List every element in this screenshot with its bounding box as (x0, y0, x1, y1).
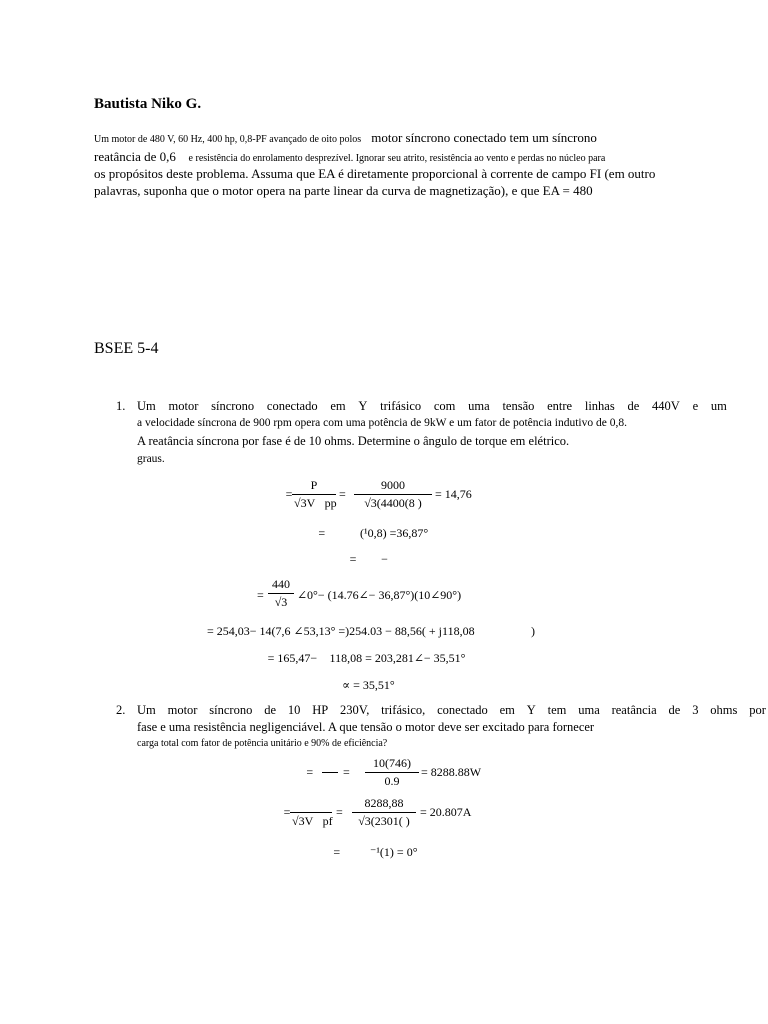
problem-2-line-1-word: ohms (710, 703, 738, 717)
p1-eq1-num2: 9000 (381, 478, 405, 492)
problem-2-line-1-word: 3 (692, 703, 699, 717)
problem-1-line-1-word: conectado (266, 399, 318, 413)
p2-eq1-lhs:   = (294, 765, 314, 779)
p1-eq1-fraction (292, 478, 336, 511)
p2-eq2-num:   (306, 796, 316, 810)
p2-eq2-equals: = (336, 805, 343, 819)
p1-eq2-rhs: (¹0,8) =36,87° (360, 526, 429, 540)
problem-1-line-1-word: um (710, 399, 727, 413)
problem-2-line-1-word: trifásico, (381, 703, 426, 717)
problem-1-line-1-word: síncrono (211, 399, 255, 413)
intro-line-2a: reatância de 0,6  (94, 149, 187, 164)
p2-eq2-num2: 8288,88 (364, 796, 404, 810)
p1-eq1-den2: √3(4400(8 ) (364, 496, 422, 510)
p1-eq5-end: ) (531, 624, 535, 638)
problem-2-line-1-word: em (499, 703, 515, 717)
problem-1-line-4: graus. (137, 453, 165, 465)
p2-eq1-num:   (325, 756, 335, 770)
problem-1-line-1-word: de (627, 399, 640, 413)
fraction-bar (352, 812, 416, 813)
problem-2-line-1-word: 10 (287, 703, 301, 717)
p2-eq1-num2: 10(746) (373, 756, 411, 770)
p1-eq7: ∝ = 35,51° (342, 678, 395, 692)
fraction-bar (354, 494, 432, 495)
problem-2-line-1-word: reatância (611, 703, 657, 717)
p2-eq2-lhs:    = (262, 805, 291, 819)
intro-line-3: os propósitos deste problema. Assuma que EA é diretamente proporcional à corrente de campo FI (em outro (94, 166, 656, 181)
problem-1-line-1 (137, 399, 727, 414)
intro-line-2 (94, 148, 605, 166)
section-title: BSEE 5-4 (94, 340, 159, 357)
intro-line-2b: e resistência do enrolamento desprezível. Ignorar seu atrito, resistência ao vento e perdas no núcleo para (186, 153, 606, 164)
problem-2-line-1-word: de (264, 703, 277, 717)
p2-eq2-den2: √3(2301( ) (358, 814, 410, 828)
fraction-bar (268, 593, 294, 594)
problem-2-line-3: carga total com fator de potência unitário e 90% de eficiência? (137, 738, 388, 749)
intro-line-1 (94, 129, 597, 147)
intro-line-1a: Um motor de 480 V, 60 Hz, 400 hp, 0,8-PF avançado de oito polos (94, 134, 362, 145)
problem-2-line-1-word: Y (526, 703, 536, 717)
fraction-bar (292, 494, 336, 495)
p2-eq1-den:   (325, 774, 335, 788)
problem-1-line-1-word: motor (168, 399, 199, 413)
p1-eq4-fraction (268, 577, 294, 610)
problem-1-line-2: a velocidade síncrona de 900 rpm opera com uma potência de 9kW e um fator de potência indutivo de 0,8. (137, 417, 627, 429)
author-name: Bautista Niko G. (94, 96, 202, 112)
problem-1-line-1-word: tensão (502, 399, 535, 413)
problem-1-line-1-word: 440V (652, 399, 680, 413)
p2-eq2-fraction (290, 796, 332, 829)
problem-2-line-1-word: por (749, 703, 766, 717)
p1-eq4-den: √3 (274, 595, 288, 609)
p1-eq4-num: 440 (272, 577, 290, 591)
intro-line-4: palavras, suponha que o motor opera na parte linear da curva de magnetização), e que EA = 480 (94, 183, 593, 198)
problem-2-line-1-word: HP (312, 703, 329, 717)
p2-eq1-den2: 0.9 (384, 774, 400, 788)
p2-eq2-result: = 20.807A (420, 805, 472, 819)
fraction-bar (290, 812, 332, 813)
problem-2-line-2: fase e uma resistência negligenciável. A que tensão o motor deve ser excitado para fornecer (137, 720, 595, 734)
problem-1-line-1-word: trifásico (380, 399, 422, 413)
problem-2-line-1-word: tem (547, 703, 567, 717)
fraction-bar (322, 772, 338, 773)
intro-line-1b:  motor síncrono conectado tem um síncrono (361, 130, 597, 145)
p2-eq1-equals: = (343, 765, 350, 779)
problem-1-number: 1. (116, 399, 126, 413)
p1-eq1-num: P (310, 478, 318, 492)
problem-1-line-1-word: linhas (584, 399, 615, 413)
problem-1-line-1-word: Y (358, 399, 368, 413)
p1-eq1-den: √3V pp (294, 496, 337, 510)
p2-eq1-result: = 8288.88W (421, 765, 482, 779)
p1-eq5: = 254,03− 14(7,6 ∠53,13° =)254.03 − 88,56( + j118,08 (207, 624, 475, 638)
p1-eq2-lhs:   = (306, 526, 326, 540)
problem-1-line-1-word: com (433, 399, 456, 413)
problem-1-line-1-word: entre (547, 399, 573, 413)
p1-eq3:    =    −       (328, 552, 432, 566)
problem-2-line-1-word: Um (137, 703, 156, 717)
p2-eq2-fraction-2 (352, 796, 416, 829)
p2-eq3-lhs:   = (321, 845, 341, 859)
problem-2-line-1-word: de (668, 703, 681, 717)
fraction-bar (365, 772, 419, 773)
p1-eq1-result: = 14,76 (435, 487, 472, 501)
problem-1-line-1-word: e (692, 399, 699, 413)
problem-1-line-1-word: em (330, 399, 346, 413)
problem-2-line-1-word: motor (167, 703, 198, 717)
problem-2-line-1-word: conectado (437, 703, 488, 717)
p1-eq1-fraction-2 (354, 478, 432, 511)
problem-2-number: 2. (116, 703, 126, 717)
problem-2-line-1-word: uma (578, 703, 600, 717)
problem-1-line-1-word: Um (137, 399, 156, 413)
p2-eq1-fraction (322, 756, 338, 789)
p2-eq2-den: √3V pf (292, 814, 333, 828)
problem-2-line-1 (137, 703, 766, 718)
problem-2-line-1-word: síncrono (209, 703, 253, 717)
p1-eq4-equals: = (257, 588, 264, 602)
problem-2-line-1-word: 230V, (340, 703, 370, 717)
problem-1-line-1-word: uma (468, 399, 490, 413)
p2-eq3-rhs: ⁻¹(1) = 0° (370, 845, 418, 859)
problem-1-line-3: A reatância síncrona por fase é de 10 ohms. Determine o ângulo de torque em elétrico. (137, 434, 570, 448)
p2-eq1-fraction-2 (365, 756, 419, 789)
p1-eq4-rhs: ∠0°− (14.76∠− 36,87°)(10∠90°) (297, 588, 462, 602)
p1-eq1-equals: = (339, 487, 346, 501)
p1-eq6:    = 165,47−  118,08 = 203,281∠− 35,51° (246, 651, 466, 665)
p1-eq1-lhs:    = (264, 487, 293, 501)
